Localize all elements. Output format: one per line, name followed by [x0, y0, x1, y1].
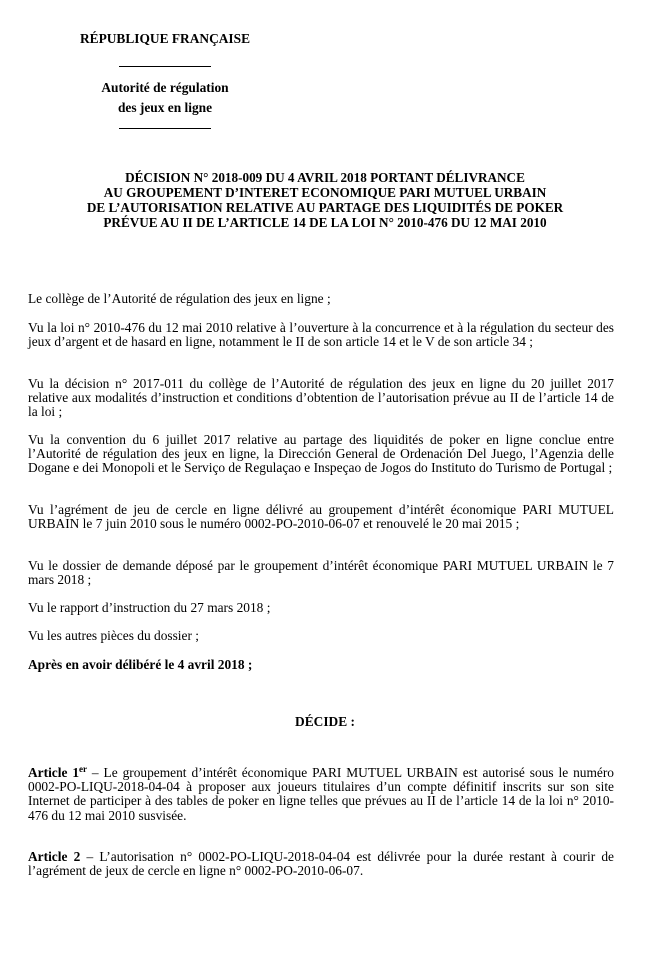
preamble-convention: Vu la convention du 6 juillet 2017 relative au partage des liquidités de poker en ligne conclue entre l’Autorité de régulation des jeux en ligne, la Dirección General de Ordenación Del Juego, l’Agenzia delle Dogane e dei Monopoli et le Serviço de Regulaçao e Inspeçao de Jogos do Instituto do Turismo de Portugal ;: [28, 432, 614, 476]
article-1-text: – Le groupement d’intérêt économique PARI MUTUEL URBAIN est autorisé sous le numéro 0002-PO-LIQU-2018-04-04 à proposer aux joueurs titulaires d’un compte définitif inscrits sur son site Internet de participer à des tables de poker en ligne telles que prévues au II de l’article 14 de la loi n° 2010-476 du 12 mai 2010 susvisée.: [28, 765, 614, 823]
article-1: [28, 766, 614, 823]
deliberation-statement: Après en avoir délibéré le 4 avril 2018 ;: [28, 657, 253, 672]
preamble-college: Le collège de l’Autorité de régulation des jeux en ligne ;: [28, 291, 331, 306]
article-1-label: Article 1er: [28, 764, 88, 780]
republic-heading: RÉPUBLIQUE FRANÇAISE: [79, 31, 250, 46]
preamble-autres-pieces: Vu les autres pièces du dossier ;: [28, 628, 199, 643]
preamble-decision-2017: Vu la décision n° 2017-011 du collège de l’Autorité de régulation des jeux en ligne du 20 juillet 2017 relative aux modalités d’instruction et conditions d’obtention de l’autorisation prévue au II de l’article 14 de la loi ;: [28, 376, 614, 420]
preamble-dossier: Vu le dossier de demande déposé par le groupement d’intérêt économique PARI MUTUEL URBAIN le 7 mars 2018 ;: [28, 558, 614, 588]
title-line-2: AU GROUPEMENT D’INTERET ECONOMIQUE PARI MUTUEL URBAIN: [103, 185, 547, 200]
title-line-4: PRÉVUE AU II DE L’ARTICLE 14 DE LA LOI N° 2010-476 DU 12 MAI 2010: [103, 215, 547, 230]
title-line-1: DÉCISION N° 2018-009 DU 4 AVRIL 2018 PORTANT DÉLIVRANCE: [125, 170, 525, 185]
authority-name-line2: des jeux en ligne: [117, 100, 213, 115]
decide-heading: DÉCIDE :: [295, 714, 355, 729]
preamble-agrement: Vu l’agrément de jeu de cercle en ligne délivré au groupement d’intérêt économique PARI MUTUEL URBAIN le 7 juin 2010 sous le numéro 0002-PO-2010-06-07 et renouvelé le 20 mai 2015 ;: [28, 502, 614, 532]
article-2-text: – L’autorisation n° 0002-PO-LIQU-2018-04-04 est délivrée pour la durée restant à courir de l’agrément de jeux de cercle en ligne n° 0002-PO-2010-06-07.: [28, 849, 614, 879]
preamble-rapport: Vu le rapport d’instruction du 27 mars 2018 ;: [28, 600, 271, 615]
article-2: [28, 850, 614, 878]
authority-name-line1: Autorité de régulation: [101, 80, 229, 95]
preamble-loi-2010: Vu la loi n° 2010-476 du 12 mai 2010 relative à l’ouverture à la concurrence et à la régulation du secteur des jeux d’argent et de hasard en ligne, notamment le II de son article 14 et le V de son article 34 ;: [28, 320, 614, 350]
header-divider-bottom: [119, 128, 211, 129]
title-line-3: DE L’AUTORISATION RELATIVE AU PARTAGE DES LIQUIDITÉS DE POKER: [86, 200, 564, 215]
decision-title: [30, 170, 620, 230]
header-divider-top: [119, 66, 211, 67]
article-2-label: Article 2: [28, 849, 81, 864]
